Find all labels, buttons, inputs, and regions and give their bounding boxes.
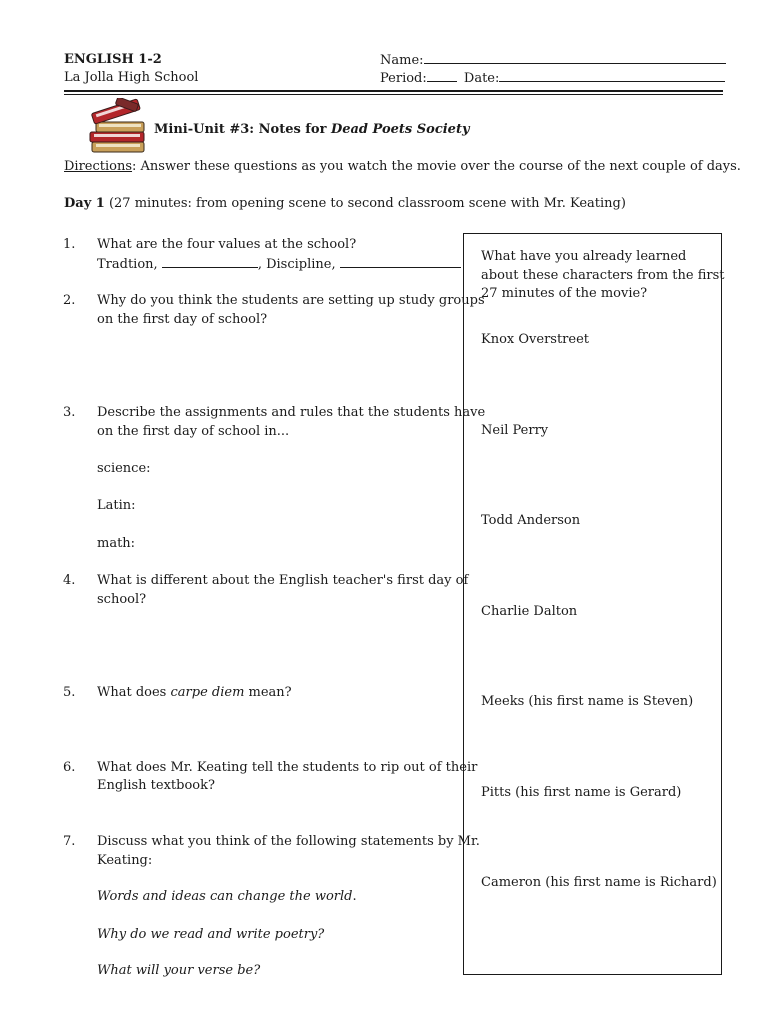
day-heading xyxy=(64,196,626,211)
unit-title-prefix: Mini-Unit #3: Notes for xyxy=(154,122,331,137)
character-neil: Neil Perry xyxy=(481,423,549,438)
directions-text: : Answer these questions as you watch the movie over the course of the next couple of days. xyxy=(132,159,741,174)
question-text: on the first day of school in... xyxy=(97,424,290,439)
keating-quote: What will your verse be? xyxy=(97,963,261,978)
answer-blank[interactable] xyxy=(162,256,258,268)
keating-quote xyxy=(97,889,357,904)
period-label: Period: xyxy=(380,71,427,86)
question-text: Keating: xyxy=(97,853,153,868)
question-text-post: mean? xyxy=(244,685,292,700)
characters-prompt: 27 minutes of the movie? xyxy=(481,286,648,301)
day-text: (27 minutes: from opening scene to second classroom scene with Mr. Keating) xyxy=(104,196,626,211)
name-field[interactable] xyxy=(380,52,726,68)
characters-prompt: about these characters from the first xyxy=(481,268,725,283)
characters-prompt: What have you already learned xyxy=(481,249,687,264)
question-number: 6. xyxy=(63,760,76,775)
name-label: Name: xyxy=(380,53,424,68)
question-text-term: carpe diem xyxy=(170,685,245,700)
question-text xyxy=(97,685,292,700)
directions xyxy=(64,159,741,174)
question-text: English textbook? xyxy=(97,778,215,793)
question-text: What is different about the English teacher's first day of xyxy=(97,573,469,588)
value-label-tradtion: Tradtion, xyxy=(97,257,162,272)
character-cameron: Cameron (his first name is Richard) xyxy=(481,875,717,890)
answer-blank[interactable] xyxy=(340,256,461,268)
stack-of-books-icon xyxy=(86,98,152,156)
directions-label: Directions xyxy=(64,159,133,174)
character-todd: Todd Anderson xyxy=(481,513,581,528)
course-title: ENGLISH 1-2 xyxy=(64,52,162,67)
keating-quote-text: Words and ideas can change the world xyxy=(97,889,353,904)
question-number: 3. xyxy=(63,405,76,420)
question-number: 2. xyxy=(63,293,76,308)
question-text: What are the four values at the school? xyxy=(97,237,357,252)
header-rule-thick xyxy=(64,90,723,92)
header-rule-thin xyxy=(64,94,723,95)
question-text: Why do you think the students are setting up study groups xyxy=(97,293,485,308)
question-text-pre: What does xyxy=(97,685,171,700)
day-label: Day 1 xyxy=(64,196,105,211)
question-text: school? xyxy=(97,592,147,607)
date-label: Date: xyxy=(463,71,500,86)
date-blank[interactable] xyxy=(499,70,725,82)
unit-title-film: Dead Poets Society xyxy=(330,122,470,137)
subject-label: Latin: xyxy=(97,498,136,513)
keating-quote: Why do we read and write poetry? xyxy=(97,927,325,942)
question-answer-line[interactable] xyxy=(97,256,461,272)
school-name: La Jolla High School xyxy=(64,70,199,85)
character-pitts: Pitts (his first name is Gerard) xyxy=(481,785,682,800)
unit-title xyxy=(154,122,470,137)
name-blank[interactable] xyxy=(424,52,726,64)
value-label-discipline: , Discipline, xyxy=(257,257,340,272)
question-text: Discuss what you think of the following statements by Mr. xyxy=(97,834,480,849)
question-number: 5. xyxy=(63,685,76,700)
question-text: Describe the assignments and rules that the students have xyxy=(97,405,486,420)
subject-label: science: xyxy=(97,461,151,476)
subject-label: math: xyxy=(97,536,136,551)
keating-quote-period: . xyxy=(352,889,357,904)
period-date-field[interactable] xyxy=(380,70,725,86)
character-charlie: Charlie Dalton xyxy=(481,604,578,619)
period-blank[interactable] xyxy=(427,70,457,82)
question-text: What does Mr. Keating tell the students to rip out of their xyxy=(97,760,478,775)
question-number: 7. xyxy=(63,834,76,849)
question-text: on the first day of school? xyxy=(97,312,268,327)
question-number: 4. xyxy=(63,573,76,588)
question-number: 1. xyxy=(63,237,76,252)
character-knox: Knox Overstreet xyxy=(481,332,590,347)
character-meeks: Meeks (his first name is Steven) xyxy=(481,694,694,709)
